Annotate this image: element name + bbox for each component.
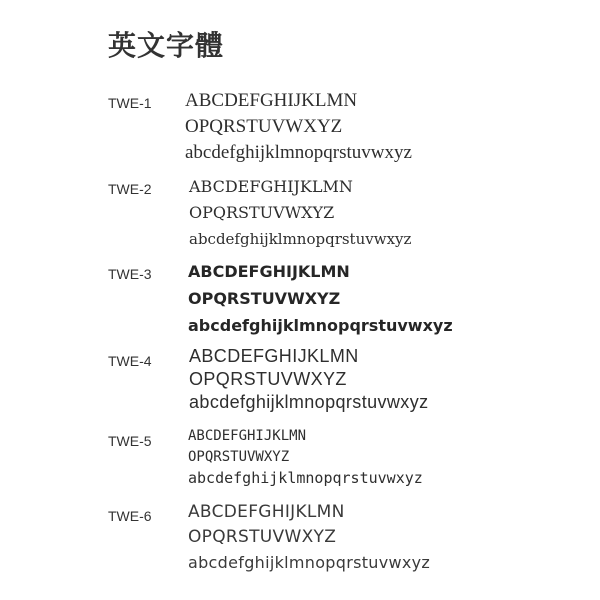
specimen-uppercase-line-1: ABCDEFGHIJKLMN <box>188 428 307 444</box>
specimen-uppercase-line-1: ABCDEFGHIJKLMN <box>189 177 353 196</box>
font-code-label: TWE-4 <box>108 353 152 369</box>
font-specimen <box>189 174 411 252</box>
font-specimen <box>188 500 430 575</box>
specimen-uppercase-line-1: ABCDEFGHIJKLMN <box>189 346 359 366</box>
specimen-uppercase-line-2: OPQRSTUVWXYZ <box>188 289 341 308</box>
specimen-uppercase-line-2: OPQRSTUVWXYZ <box>188 527 337 547</box>
font-specimen <box>189 345 429 414</box>
font-code-label: TWE-5 <box>108 433 152 449</box>
specimen-uppercase-line-2: OPQRSTUVWXYZ <box>185 116 343 137</box>
font-code-label: TWE-6 <box>108 508 152 524</box>
specimen-lowercase-line: abcdefghijklmnopqrstuvwxyz <box>188 469 423 487</box>
font-code-label: TWE-3 <box>108 266 152 282</box>
font-code-label: TWE-1 <box>108 95 152 111</box>
font-specimen <box>188 258 453 339</box>
specimen-uppercase-line-2: OPQRSTUVWXYZ <box>188 449 290 465</box>
font-code-label: TWE-2 <box>108 181 152 197</box>
specimen-lowercase-line: abcdefghijklmnopqrstuvwxyz <box>188 553 431 572</box>
specimen-lowercase-line: abcdefghijklmnopqrstuvwxyz <box>189 392 429 412</box>
specimen-uppercase-line-1: ABCDEFGHIJKLMN <box>188 502 345 522</box>
specimen-uppercase-line-2: OPQRSTUVWXYZ <box>189 369 347 389</box>
font-specimen <box>185 88 412 166</box>
specimen-lowercase-line: abcdefghijklmnopqrstuvwxyz <box>189 230 412 248</box>
font-specimen <box>188 426 423 489</box>
specimen-lowercase-line: abcdefghijklmnopqrstuvwxyz <box>188 316 453 335</box>
page-title: 英文字體 <box>108 29 225 62</box>
specimen-uppercase-line-1: ABCDEFGHIJKLMN <box>188 262 350 281</box>
specimen-uppercase-line-2: OPQRSTUVWXYZ <box>189 203 335 222</box>
specimen-lowercase-line: abcdefghijklmnopqrstuvwxyz <box>185 142 412 163</box>
specimen-uppercase-line-1: ABCDEFGHIJKLMN <box>185 90 358 111</box>
